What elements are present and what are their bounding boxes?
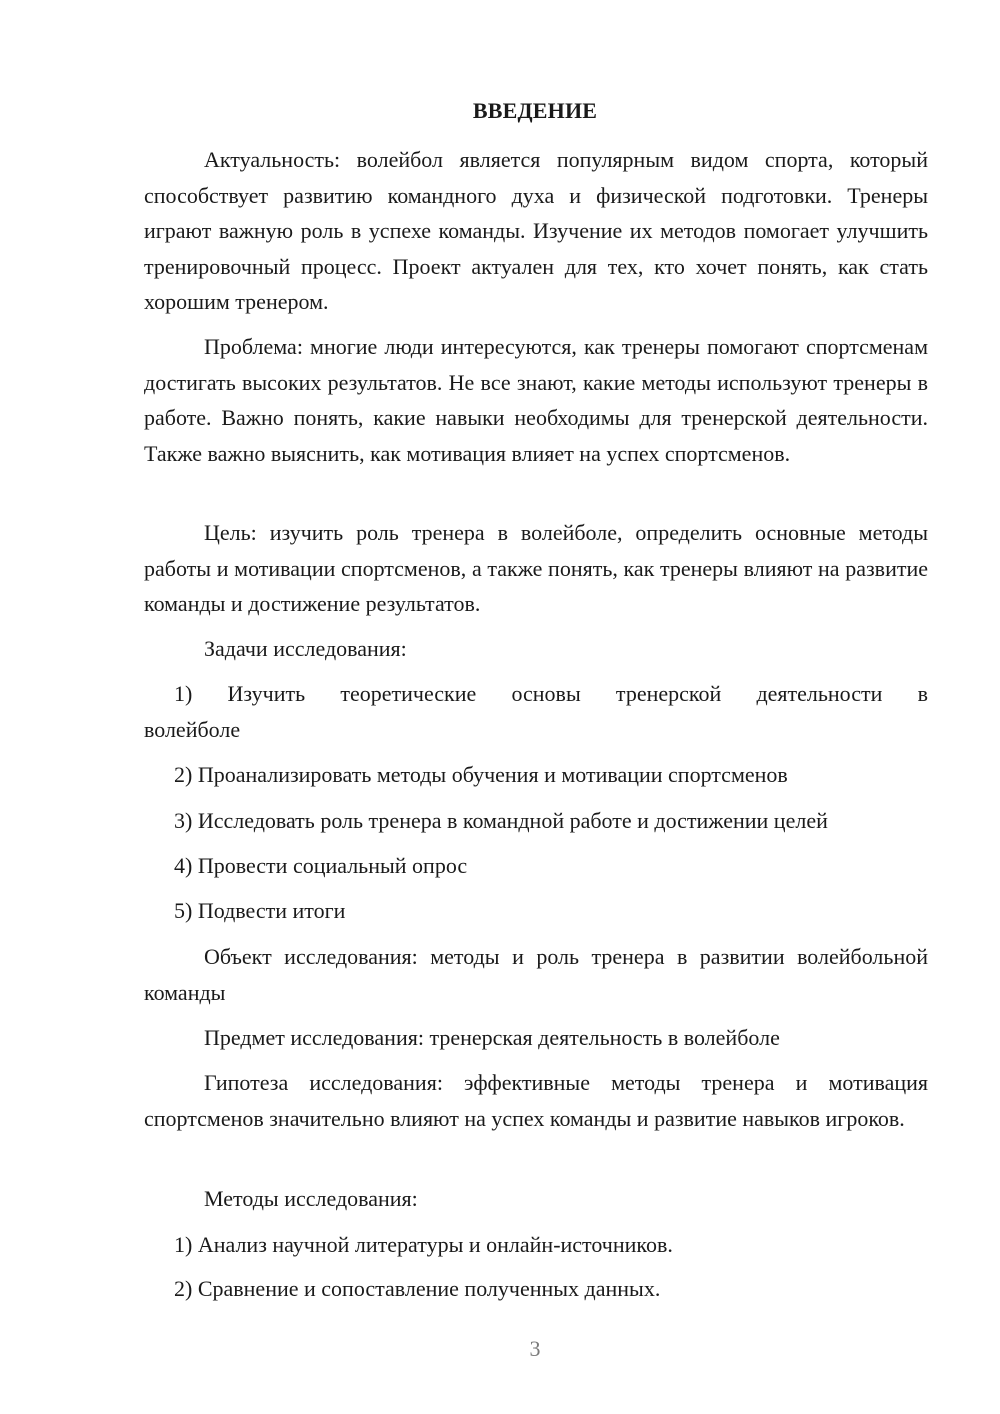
paragraph-hypothesis: Гипотеза исследования: эффективные методы тренера и мотивация спортсменов значительно влияют на успех команды и развитие навыков игроков. [144,1070,928,1131]
method-item-1: 1) Анализ научной литературы и онлайн-источников. [174,1232,673,1257]
paragraph-goal: Цель: изучить роль тренера в волейболе, определить основные методы работы и мотивации спортсменов, а также понять, как тренеры влияют на развитие команды и достижение результатов. [144,520,928,616]
task-item-1-line2: волейболе [144,716,241,742]
paragraph-object: Объект исследования: методы и роль тренера в развитии волейбольной команды [144,944,928,1005]
paragraph-relevance: Актуальность: волейбол является популярным видом спорта, который способствует развитию командного духа и физической подготовки. Тренеры играют важную роль в успехе команды. Изучение их методов помогает улучшить тренировочный процесс. Проект актуален для тех, кто хочет понять, как стать хорошим тренером. [144,147,928,314]
task-item-3: 3) Исследовать роль тренера в командной работе и достижении целей [174,808,828,833]
methods-heading: Методы исследования: [204,1186,418,1211]
task-item-5: 5) Подвести итоги [174,898,346,923]
tasks-heading: Задачи исследования: [204,636,407,661]
page-number: 3 [529,1336,541,1361]
paragraph-subject: Предмет исследования: тренерская деятельность в волейболе [204,1025,780,1050]
paragraph-problem: Проблема: многие люди интересуются, как тренеры помогают спортсменам достигать высоких результатов. Не все знают, какие методы используют тренеры в работе. Важно понять, какие навыки необходимы для тренерской деятельности. Также важно выяснить, как мотивация влияет на успех спортсменов. [144,334,928,466]
task-item-4: 4) Провести социальный опрос [174,853,468,878]
section-title: ВВЕДЕНИЕ [472,98,598,123]
task-item-1 [144,676,928,747]
method-item-2: 2) Сравнение и сопоставление полученных данных. [174,1276,661,1301]
task-item-2: 2) Проанализировать методы обучения и мотивации спортсменов [174,762,788,787]
task-item-1-line1: 1) Изучить теоретические основы тренерской деятельности в [174,681,928,706]
